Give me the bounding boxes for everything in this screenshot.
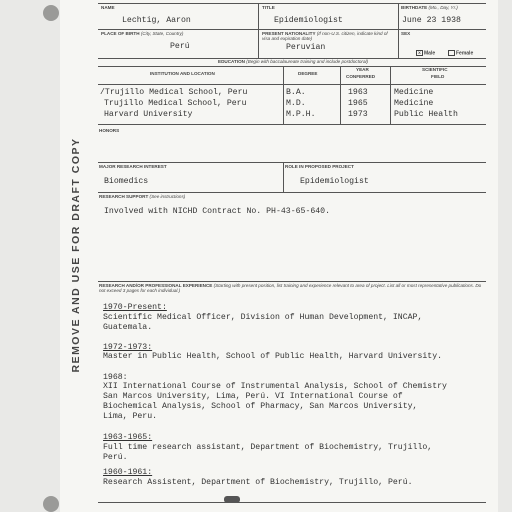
major-research-label: MAJOR RESEARCH INTEREST	[99, 164, 167, 169]
education-field: Medicine	[394, 88, 434, 97]
experience-line: Biochemical Analysis, School of Pharmacy, San Marcos University,	[103, 402, 418, 411]
rule	[98, 124, 486, 125]
experience-period: 1972-1973:	[103, 343, 153, 352]
nationality-label: PRESENT NATIONALITY (If non-U.S. citizen, indicate kind of visa and expiration date)	[262, 31, 388, 41]
research-support-label: RESEARCH SUPPORT (See instructions)	[99, 194, 186, 199]
education-field: Public Health	[394, 110, 458, 119]
birthdate-value: June 23 1938	[402, 16, 461, 25]
research-support-value: Involved with NICHD Contract No. PH-43-65-640.	[104, 207, 331, 216]
scientific-column-header: SCIENTIFIC	[422, 67, 448, 72]
female-checkbox[interactable]	[448, 50, 455, 56]
education-heading: EDUCATION (Begin with baccalaureate training and include postdoctoral)	[218, 59, 369, 64]
male-checkbox[interactable]: X	[416, 50, 423, 56]
education-year: 1973	[348, 110, 368, 119]
name-value: Lechtig, Aaron	[122, 16, 191, 25]
honors-label: HONORS	[99, 128, 120, 133]
education-year: 1965	[348, 99, 368, 108]
experience-label: RESEARCH AND/OR PROFESSIONAL EXPERIENCE (Starting with present position, list training and experience relevant to area of project. List all or most representative publications. Do not exceed 3 pages for each individual.)	[99, 283, 482, 293]
experience-period: 1960-1961:	[103, 468, 153, 477]
sex-label: SEX	[401, 31, 411, 36]
experience-line: Full time research assistant, Department of Biochemistry, Trujillo,	[103, 443, 433, 452]
education-degree: M.P.H.	[286, 110, 316, 119]
education-year: 1963	[348, 88, 368, 97]
education-field: Medicine	[394, 99, 434, 108]
experience-period: 1970-Present:	[103, 303, 167, 312]
rule	[283, 162, 284, 192]
birthplace-value: Perú	[170, 42, 190, 51]
rule	[258, 3, 259, 58]
conferred-column-header: CONFERRED	[346, 74, 376, 79]
year-column-header: YEAR	[356, 67, 369, 72]
experience-period: 1968:	[103, 373, 128, 382]
rule	[98, 3, 486, 4]
title-value: Epidemiologist	[274, 16, 343, 25]
rule	[390, 66, 391, 124]
punch-hole	[43, 496, 59, 512]
experience-line: Lima, Peru.	[103, 412, 158, 421]
ink-smudge	[224, 496, 240, 503]
rule	[98, 84, 486, 85]
rule	[340, 66, 341, 124]
title-label: TITLE	[262, 5, 275, 10]
education-institution: Harvard University	[104, 110, 193, 119]
rule	[98, 29, 486, 30]
experience-line: San Marcos University, Lima, Perú. VI International Course of	[103, 392, 403, 401]
rule	[98, 162, 486, 163]
education-degree: B.A.	[286, 88, 306, 97]
experience-line: Master in Public Health, School of Public Health, Harvard University.	[103, 352, 443, 361]
experience-line: Guatemala.	[103, 323, 153, 332]
major-research-value: Biomedics	[104, 177, 149, 186]
rule	[98, 192, 486, 193]
experience-line: Scientific Medical Officer, Division of Human Development, INCAP,	[103, 313, 423, 322]
education-institution: /Trujillo Medical School, Peru	[100, 88, 248, 97]
experience-line: Perú.	[103, 453, 128, 462]
sidebar-instruction: REMOVE AND USE FOR DRAFT COPY	[70, 137, 82, 373]
name-label: NAME	[101, 5, 115, 10]
sex-male-option: X Male	[416, 50, 435, 56]
punch-hole	[43, 5, 59, 21]
experience-period: 1963-1965:	[103, 433, 153, 442]
rule	[98, 502, 486, 503]
nationality-value: Peruvian	[286, 43, 326, 52]
field-column-header: FIELD	[431, 74, 445, 79]
birthplace-label: PLACE OF BIRTH (City, State, Country)	[101, 31, 184, 36]
institution-column-header: INSTITUTION AND LOCATION	[150, 71, 215, 76]
birthdate-label: BIRTHDATE (Mo., Day, Yr.)	[401, 5, 458, 10]
degree-column-header: DEGREE	[298, 71, 318, 76]
role-value: Epidemiologist	[300, 177, 369, 186]
education-degree: M.D.	[286, 99, 306, 108]
rule	[398, 3, 399, 58]
education-institution: Trujillo Medical School, Peru	[104, 99, 247, 108]
role-label: ROLE IN PROPOSED PROJECT	[285, 164, 354, 169]
experience-line: Research Assistent, Department of Biochemistry, Trujillo, Perú.	[103, 478, 413, 487]
experience-line: XII International Course of Instrumental Analysis, School of Chemistry	[103, 382, 447, 391]
sex-female-option: Female	[448, 50, 473, 56]
rule	[98, 281, 486, 282]
rule	[283, 66, 284, 124]
